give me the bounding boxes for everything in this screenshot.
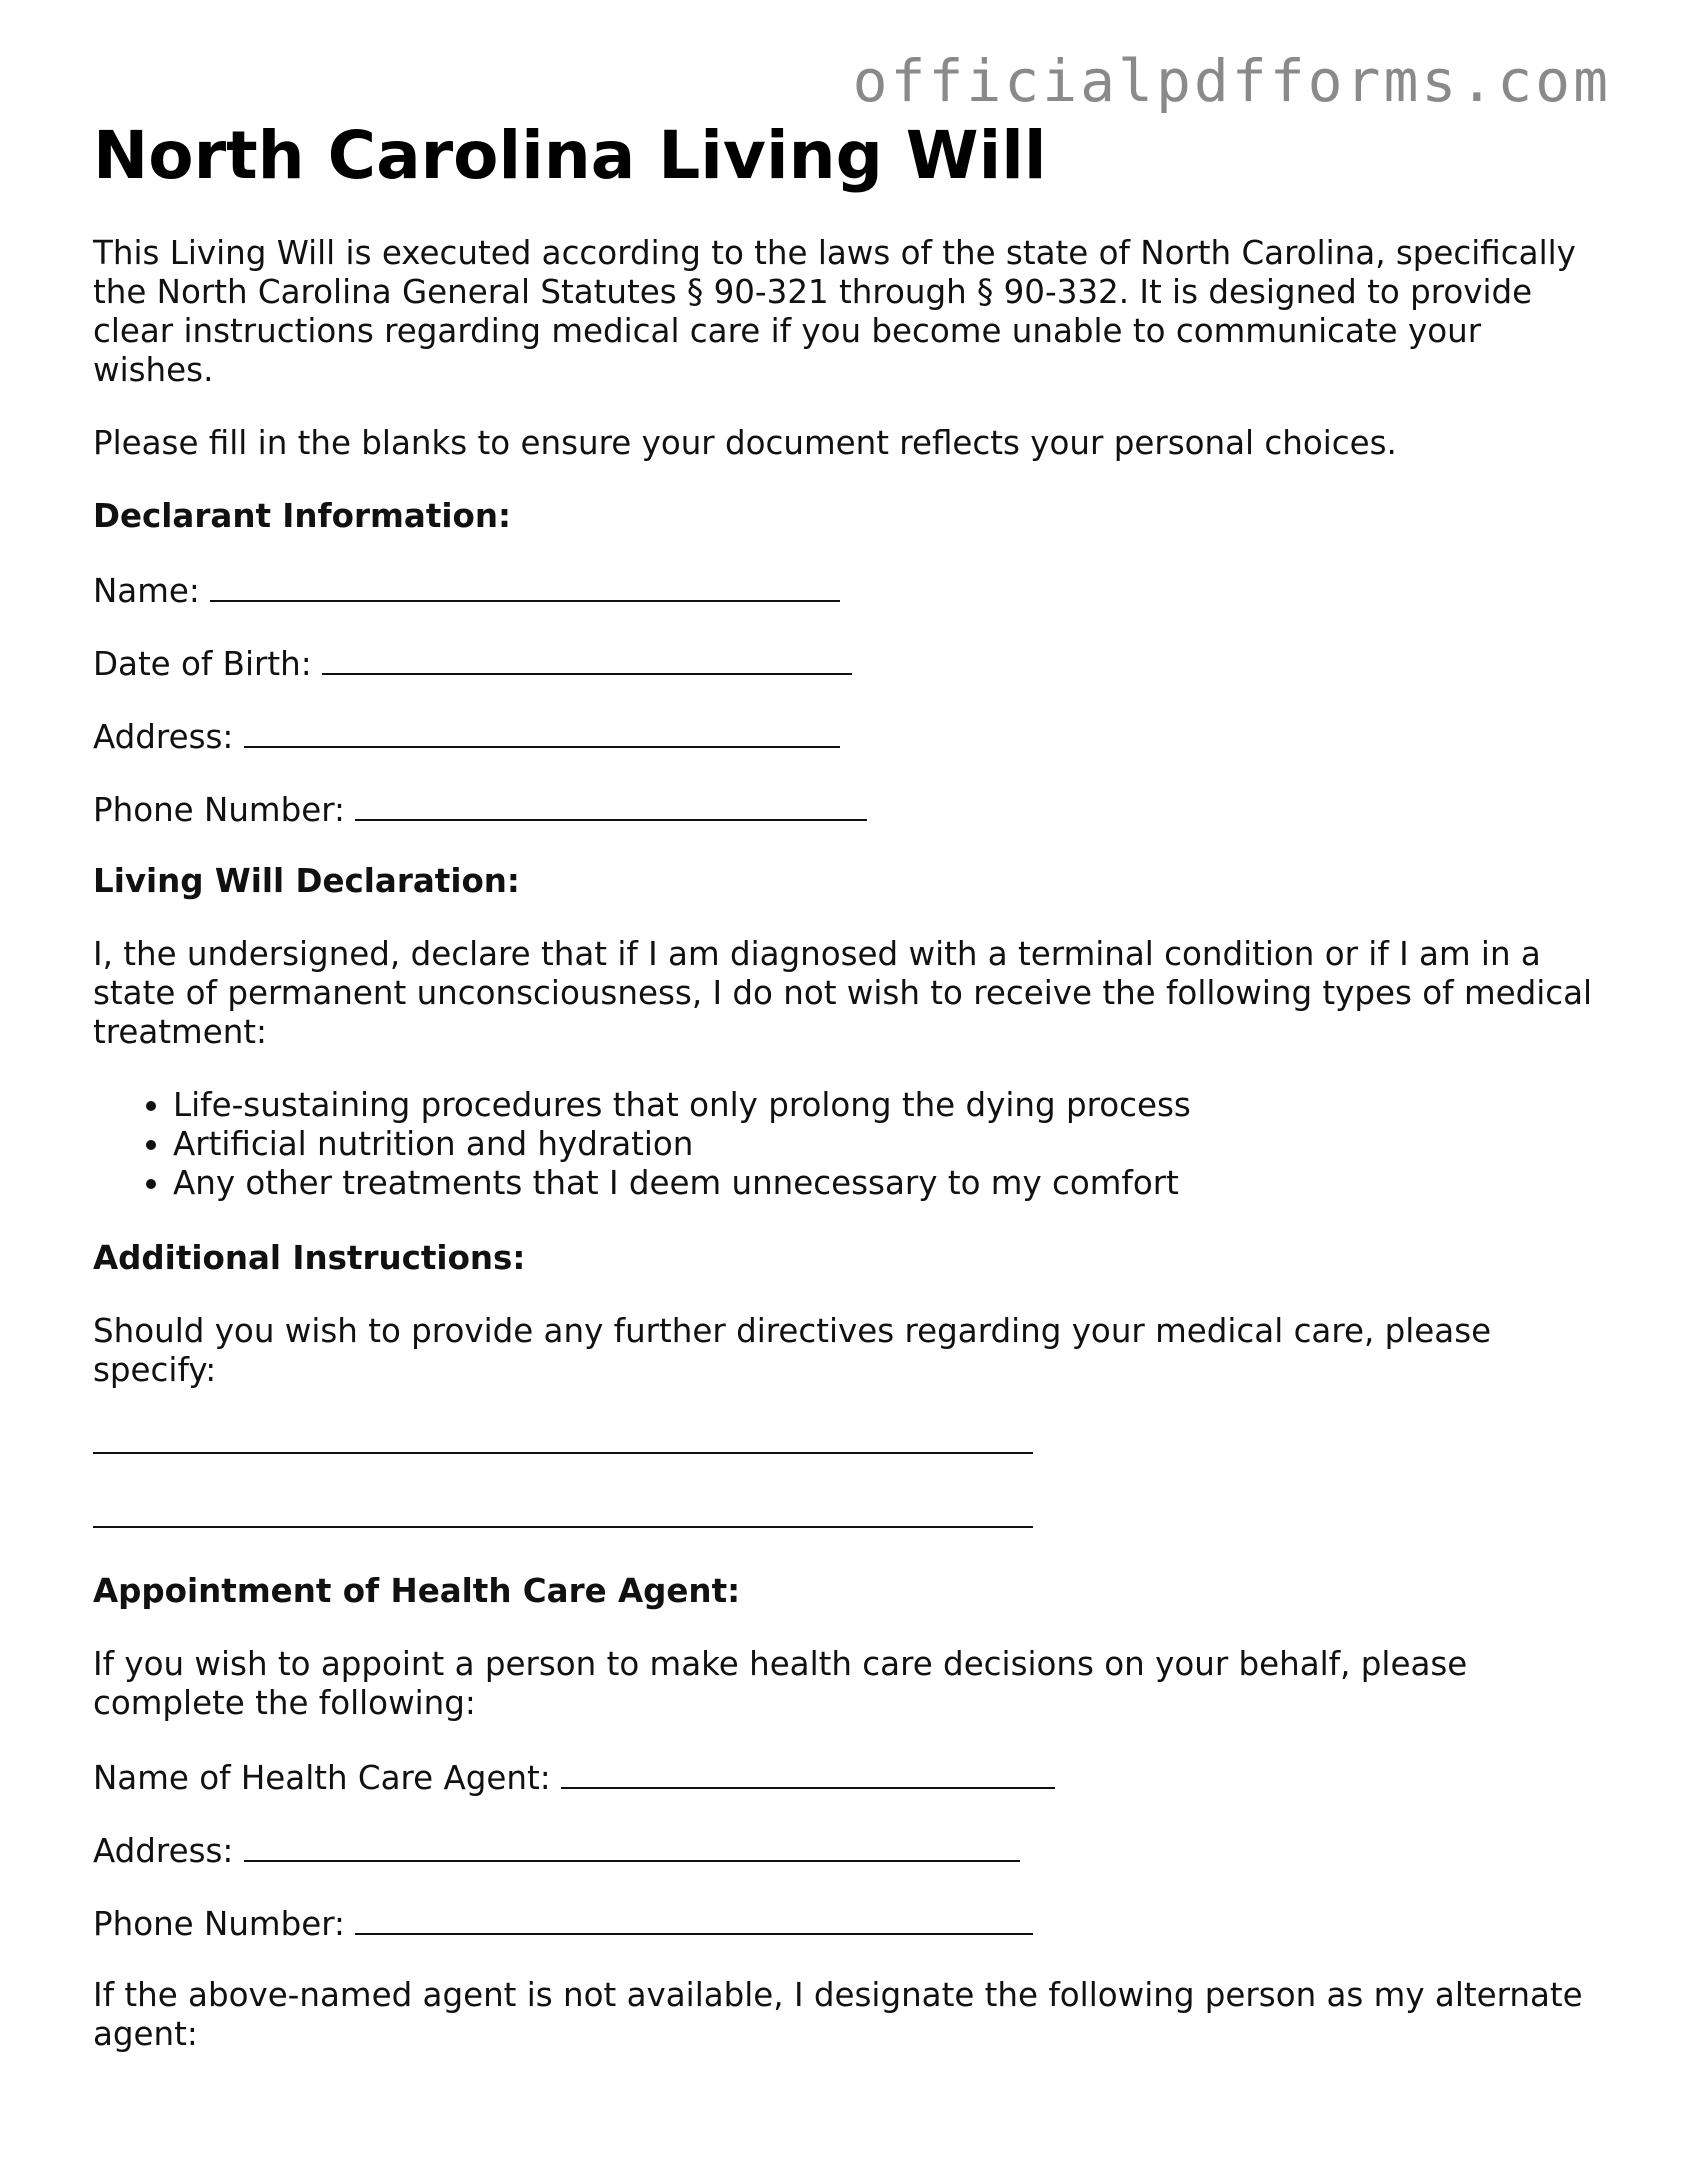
declarant-address-field [93, 716, 1593, 757]
agent-address-field [93, 1830, 1593, 1871]
document-title: North Carolina Living Will [93, 117, 1047, 194]
agent-name-field [93, 1757, 1593, 1798]
declarant-heading: Declarant Information: [93, 496, 511, 535]
agent-phone-label: Phone Number: [93, 1904, 345, 1943]
declarant-name-label: Name: [93, 571, 200, 610]
intro-paragraph: This Living Will is executed according to the laws of the state of North Carolina, specifically the North Carolina General Statutes § 90-321 through § 90-332. It is designed to provide clear instructions regarding medical care if you become unable to communicate your wishes. [93, 233, 1576, 389]
watermark: officialpdfforms.com [852, 47, 1611, 115]
fill-note: Please fill in the blanks to ensure your document reflects your personal choices. [93, 423, 1397, 462]
treatment-item: • Any other treatments that I deem unnecessary to my comfort [173, 1164, 1593, 1203]
treatment-item: • Artificial nutrition and hydration [173, 1125, 1593, 1164]
treatment-list [93, 1086, 1593, 1203]
declarant-dob-blank[interactable] [322, 643, 852, 675]
agent-text: If you wish to appoint a person to make health care decisions on your behalf, please complete the following: [93, 1644, 1468, 1722]
alternate-agent-text: If the above-named agent is not available, I designate the following person as my alternate agent: [93, 1975, 1583, 2053]
declarant-address-label: Address: [93, 717, 234, 756]
declarant-dob-label: Date of Birth: [93, 644, 312, 683]
declaration-text: I, the undersigned, declare that if I am diagnosed with a terminal condition or if I am in a state of permanent unconsciousness, I do not wish to receive the following types of medical treatment: [93, 934, 1593, 1051]
agent-phone-blank[interactable] [355, 1903, 1033, 1935]
declarant-phone-blank[interactable] [355, 789, 867, 821]
declarant-phone-label: Phone Number: [93, 790, 345, 829]
document-page [93, 118, 1593, 2088]
declarant-address-blank[interactable] [244, 716, 840, 748]
additional-heading: Additional Instructions: [93, 1238, 526, 1277]
additional-instructions-line-1[interactable] [93, 1418, 1033, 1454]
treatment-item: • Life-sustaining procedures that only prolong the dying process [173, 1086, 1593, 1125]
additional-text: Should you wish to provide any further directives regarding your medical care, please specify: [93, 1311, 1492, 1389]
agent-address-blank[interactable] [244, 1830, 1020, 1862]
additional-instructions-line-2[interactable] [93, 1492, 1033, 1528]
declaration-heading: Living Will Declaration: [93, 861, 520, 900]
agent-name-label: Name of Health Care Agent: [93, 1758, 551, 1797]
agent-phone-field [93, 1903, 1593, 1944]
declarant-phone-field [93, 789, 1593, 830]
agent-address-label: Address: [93, 1831, 234, 1870]
declarant-name-field [93, 570, 1593, 611]
agent-name-blank[interactable] [561, 1757, 1055, 1789]
agent-heading: Appointment of Health Care Agent: [93, 1571, 741, 1610]
declarant-dob-field [93, 643, 1593, 684]
declarant-name-blank[interactable] [210, 570, 840, 602]
